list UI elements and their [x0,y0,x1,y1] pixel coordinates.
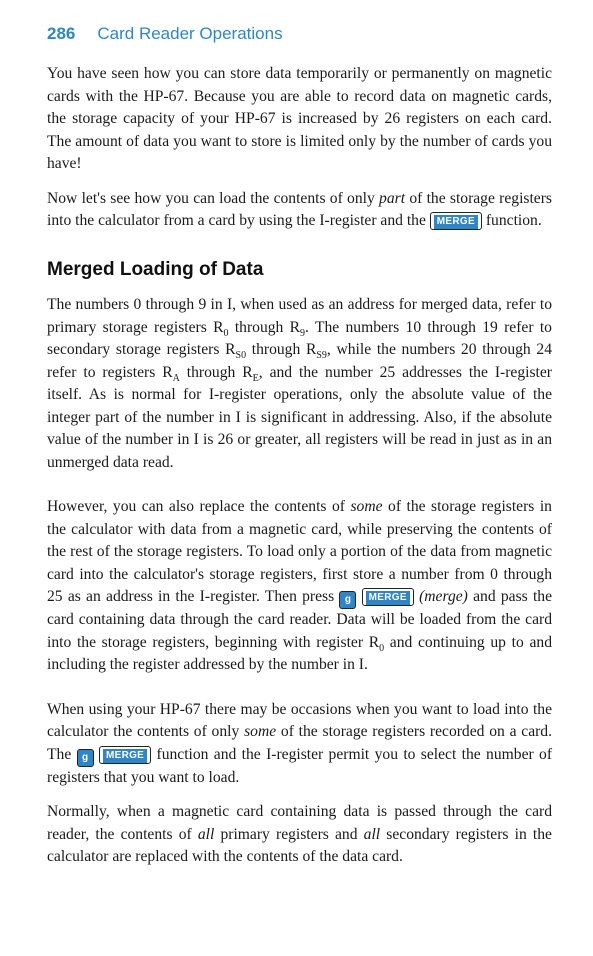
merge-key-icon: MERGE [362,588,414,606]
page-body [47,63,552,881]
paragraph-partial-load: However, you can also replace the contents of some of the storage registers in the calculator with data from a magnetic card, while preserving the contents of the rest of the storage registers. To load only a portion of the data from magnetic card into the calculator's storage registers, first store a number from 0 through 25 as an address in the I-register. Then press g MERGE (merge) and pass the card containing data through the card reader. Data will be loaded from the card into the storage registers, beginning with register $R_0$ and continuing up to and including the register addressed by the number in I. [47,498,553,673]
page-header [47,24,283,44]
merge-key-icon: MERGE [99,746,151,764]
merge-key-icon: MERGE [430,212,482,230]
paragraph-merge-intro: Now let's see how you can load the contents of only part of the storage registers into the calculator from a card by using the I-register and the MERGE function. [47,189,552,229]
g-key-icon: g [339,591,356,609]
page-number: 286 [47,24,76,43]
paragraph-normal-load: Normally, when a magnetic card containing data is passed through the card reader, the contents of all primary registers and all secondary registers in the calculator are replaced with the contents of the data card. [47,803,552,865]
paragraph-addressing: The numbers 0 through 9 in I, when used as an address for merged data, refer to primary storage registers $R_0$ through $R_9$. The numbers 10 through 19 refer to secondary storage registers $R_{S0}$ through $R_{S9}$, while the numbers 20 through 24 refer to registers $R_A$ through $R_E$, and the number 25 addresses the I-register itself. As is normal for I-register operations, only the absolute value of the integer part of the number in I is significant in addressing. Also, if the absolute value of the number in I is 26 or greater, all registers will be read in just as in an unmerged data read. [47,296,552,471]
paragraph-intro: You have seen how you can store data temporarily or permanently on magnetic cards with the HP-67. Because you are able to record data on magnetic cards, the storage capacity of your HP-67 is increased by 26 registers on each card. The amount of data you want to store is limited only by the number of cards you have! [47,65,552,172]
paragraph-select-registers: When using your HP-67 there may be occasions when you want to load into the calculator the contents of only some of the storage registers recorded on a card. The g MERGE function and the I-register permit you to select the number of registers that you want to load. [47,700,553,786]
g-key-icon: g [77,749,94,767]
section-heading: Merged Loading of Data [47,258,264,280]
chapter-title: Card Reader Operations [97,24,283,43]
